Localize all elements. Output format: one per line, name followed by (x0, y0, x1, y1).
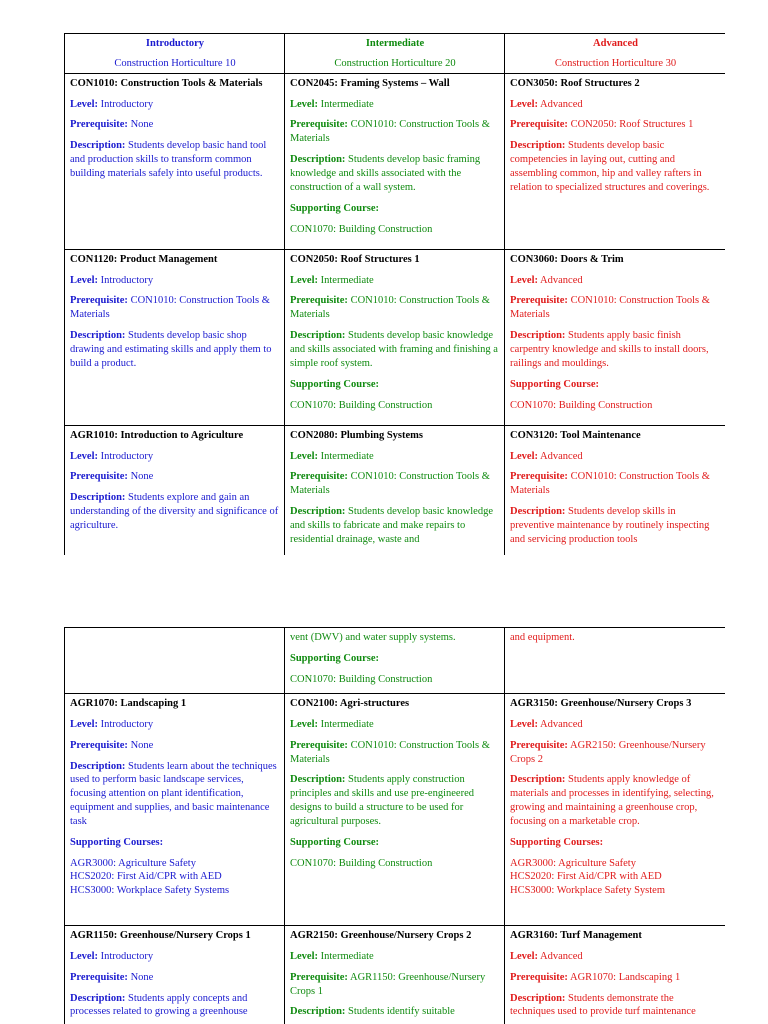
description-label: Description: (70, 330, 126, 342)
course-title: AGR3150: Greenhouse/Nursery Crops 3 (510, 698, 692, 709)
supporting-course-value: CON1070: Building Construction (290, 857, 433, 869)
supporting-course-value: CON1070: Building Construction (290, 673, 433, 685)
description-text: Students develop basic knowledge and skills to fabricate and make repairs to residential drainage, waste and (290, 506, 493, 545)
level-value: Intermediate (320, 98, 374, 110)
course-title: AGR3160: Turf Management (510, 930, 642, 941)
supporting-course-item: AGR3000: Agriculture Safety (510, 857, 636, 869)
level-label: Level: (70, 950, 98, 962)
prerequisite-label: Prerequisite: (510, 295, 568, 307)
supporting-course-value: CON1070: Building Construction (510, 399, 653, 411)
level-value: Introductory (100, 98, 154, 110)
description-text: Students identify suitable (348, 1006, 455, 1018)
course-title: AGR2150: Greenhouse/Nursery Crops 2 (290, 930, 472, 941)
course-title: CON2045: Framing Systems – Wall (290, 77, 450, 89)
course-title: CON2080: Plumbing Systems (290, 429, 424, 441)
table-row (65, 425, 726, 555)
course-cell (285, 926, 505, 1024)
course-cell (65, 249, 285, 425)
prerequisite-label: Prerequisite: (510, 119, 568, 131)
description-text: Students apply knowledge of materials and processes in identifying, selecting, growing and maintaining a greenhouse crop, focusing on a marketable crop. (510, 774, 714, 828)
course-title: CON3050: Roof Structures 2 (510, 77, 640, 89)
prerequisite-label: Prerequisite: (510, 471, 568, 483)
prerequisite-label: Prerequisite: (290, 295, 348, 307)
prerequisite-value: CON1010: Construction Tools & Materials (70, 295, 270, 321)
prerequisite-value: CON1010: Construction Tools & Materials (290, 471, 490, 497)
description-label: Description: (290, 774, 346, 786)
supporting-course-value: CON1070: Building Construction (290, 223, 433, 235)
header-course-name: Construction Horticulture 20 (334, 57, 456, 69)
level-value: Intermediate (320, 718, 374, 730)
description-text: and equipment. (510, 632, 575, 643)
description-label: Description: (290, 506, 346, 518)
level-label: Level: (510, 274, 538, 286)
description-label: Description: (510, 140, 566, 152)
level-label: Level: (290, 98, 318, 110)
description-text: Students explore and gain an understanding of the diversity and significance of agriculture. (70, 492, 279, 532)
description-text: Students develop basic framing knowledge and skills associated with the construction of a wall system. (290, 154, 481, 193)
description-label: Description: (70, 492, 126, 504)
prerequisite-label: Prerequisite: (290, 739, 348, 751)
level-label: Level: (510, 950, 538, 962)
course-title: CON1120: Product Management (70, 253, 218, 265)
supporting-course-label: Supporting Course: (290, 836, 379, 848)
level-label: Level: (70, 718, 98, 730)
level-value: Introductory (100, 950, 154, 962)
course-title: CON2050: Roof Structures 1 (290, 253, 420, 265)
page-2 (64, 627, 725, 1024)
prerequisite-label: Prerequisite: (290, 119, 348, 131)
level-label: Level: (290, 274, 318, 286)
level-label: Level: (290, 718, 318, 730)
description-text: Students develop basic knowledge and skills associated with framing and finishing a simple roof system. (290, 330, 498, 369)
course-cell (285, 628, 505, 694)
course-cell (505, 249, 726, 425)
header-course-name: Construction Horticulture 30 (554, 57, 677, 69)
supporting-courses-list (510, 857, 721, 897)
supporting-course-value: CON1070: Building Construction (290, 399, 433, 411)
supporting-course-item: HCS2020: First Aid/CPR with AED (70, 871, 222, 883)
course-table-2 (64, 627, 725, 1024)
supporting-course-item: HCS2020: First Aid/CPR with AED (510, 871, 662, 883)
header-introductory (65, 34, 285, 74)
supporting-course-item: HCS3000: Workplace Safety Systems (70, 884, 230, 896)
level-label: Level: (290, 450, 318, 462)
course-cell (505, 628, 726, 694)
prerequisite-value: AGR2150: Greenhouse/Nursery Crops 2 (510, 739, 706, 765)
prerequisite-label: Prerequisite: (510, 739, 568, 751)
prerequisite-label: Prerequisite: (290, 971, 348, 983)
level-value: Introductory (100, 274, 154, 286)
header-level-label: Advanced (593, 38, 638, 49)
description-text: Students apply construction principles and skills and use pre-engineered designs to build a structure to be used for agricultural purposes. (290, 774, 474, 828)
level-value: Intermediate (320, 450, 374, 462)
description-text: Students develop basic hand tool and production skills to transform common building materials safely into useful products. (70, 140, 267, 180)
level-value: Advanced (540, 950, 583, 962)
description-label: Description: (70, 760, 126, 772)
prerequisite-value: None (130, 739, 154, 751)
level-label: Level: (290, 950, 318, 962)
description-label: Description: (70, 992, 126, 1004)
table-row (65, 926, 726, 1024)
prerequisite-value: CON1010: Construction Tools & Materials (290, 295, 490, 321)
level-label: Level: (70, 274, 98, 286)
description-text: Students learn about the techniques used to perform basic landscape services, focusing attention on plant identification, equipment and supplies, and basic maintenance task (70, 760, 277, 828)
level-value: Intermediate (320, 950, 374, 962)
prerequisite-value: CON1010: Construction Tools & Materials (290, 739, 490, 765)
prerequisite-value: None (130, 971, 154, 983)
course-title: CON2100: Agri-structures (290, 698, 410, 709)
course-cell (505, 73, 726, 249)
course-table-1 (64, 33, 725, 555)
level-value: Advanced (540, 98, 583, 110)
course-cell (65, 694, 285, 926)
prerequisite-label: Prerequisite: (70, 471, 128, 483)
description-text: vent (DWV) and water supply systems. (290, 632, 456, 643)
supporting-courses-label: Supporting Courses: (70, 836, 164, 848)
header-level-label: Intermediate (365, 38, 425, 49)
course-cell (65, 425, 285, 555)
description-label: Description: (290, 154, 346, 166)
course-cell (65, 628, 285, 694)
prerequisite-value: CON1010: Construction Tools & Materials (290, 119, 490, 145)
level-value: Intermediate (320, 274, 374, 286)
course-title: CON1010: Construction Tools & Materials (70, 77, 263, 89)
prerequisite-label: Prerequisite: (70, 295, 128, 307)
prerequisite-label: Prerequisite: (70, 971, 128, 983)
course-title: CON3060: Doors & Trim (510, 253, 624, 265)
level-label: Level: (510, 98, 538, 110)
description-text: Students develop basic shop drawing and estimating skills and apply them to build a product. (70, 330, 272, 369)
description-label: Description: (70, 140, 126, 152)
level-value: Introductory (100, 718, 154, 730)
course-cell (65, 926, 285, 1024)
prerequisite-value: CON1010: Construction Tools & Materials (510, 471, 710, 497)
course-title: AGR1010: Introduction to Agriculture (70, 429, 244, 441)
prerequisite-label: Prerequisite: (510, 971, 568, 983)
description-label: Description: (290, 330, 346, 342)
supporting-course-label: Supporting Course: (510, 378, 599, 390)
prerequisite-value: CON1010: Construction Tools & Materials (510, 295, 710, 321)
description-label: Description: (510, 992, 566, 1004)
course-cell (285, 694, 505, 926)
prerequisite-value: CON2050: Roof Structures 1 (570, 119, 694, 131)
description-text: Students apply basic finish carpentry knowledge and skills to install doors, railings and mouldings. (510, 330, 709, 369)
level-label: Level: (510, 718, 538, 730)
prerequisite-value: AGR1150: Greenhouse/Nursery Crops 1 (290, 971, 486, 997)
supporting-course-label: Supporting Course: (290, 378, 379, 390)
supporting-course-item: AGR3000: Agriculture Safety (70, 857, 196, 869)
level-label: Level: (70, 450, 98, 462)
description-label: Description: (510, 506, 566, 518)
course-cell (65, 73, 285, 249)
course-title: CON3120: Tool Maintenance (510, 429, 641, 441)
description-text: Students develop skills in preventive maintenance by routinely inspecting and servicing production tools (510, 506, 710, 545)
prerequisite-label: Prerequisite: (70, 119, 128, 131)
description-label: Description: (510, 330, 566, 342)
course-cell (505, 926, 726, 1024)
course-title: AGR1070: Landscaping 1 (70, 698, 187, 709)
table-row (65, 249, 726, 425)
supporting-course-label: Supporting Course: (290, 202, 379, 214)
level-label: Level: (70, 98, 98, 110)
course-cell (285, 249, 505, 425)
header-course-name: Construction Horticulture 10 (114, 57, 236, 69)
level-value: Introductory (100, 450, 154, 462)
table-row (65, 694, 726, 926)
header-advanced (505, 34, 726, 74)
description-text: Students demonstrate the techniques used to provide turf maintenance (510, 992, 696, 1018)
description-label: Description: (290, 1006, 346, 1018)
prerequisite-value: None (130, 471, 154, 483)
supporting-courses-label: Supporting Courses: (510, 836, 604, 848)
page-1 (64, 33, 725, 555)
prerequisite-label: Prerequisite: (70, 739, 128, 751)
table-row (65, 73, 726, 249)
course-cell (505, 425, 726, 555)
description-text: Students apply concepts and processes related to growing a greenhouse (70, 992, 248, 1018)
header-row (65, 34, 726, 74)
description-label: Description: (510, 774, 566, 786)
header-intermediate (285, 34, 505, 74)
level-value: Advanced (540, 718, 583, 730)
level-value: Advanced (540, 274, 583, 286)
level-value: Advanced (540, 450, 583, 462)
course-cell (505, 694, 726, 926)
course-cell (285, 425, 505, 555)
course-cell (285, 73, 505, 249)
level-label: Level: (510, 450, 538, 462)
description-text: Students develop basic competencies in laying out, cutting and assembling common, hip and valley rafters in relation to specialized structures and coverings. (510, 140, 710, 193)
table-row (65, 628, 726, 694)
supporting-courses-list (70, 857, 280, 897)
prerequisite-label: Prerequisite: (290, 471, 348, 483)
course-title: AGR1150: Greenhouse/Nursery Crops 1 (70, 930, 251, 941)
supporting-course-item: HCS3000: Workplace Safety System (510, 884, 665, 896)
prerequisite-value: AGR1070: Landscaping 1 (569, 971, 681, 983)
prerequisite-value: None (130, 119, 154, 131)
supporting-course-label: Supporting Course: (290, 652, 379, 664)
header-level-label: Introductory (145, 38, 205, 49)
